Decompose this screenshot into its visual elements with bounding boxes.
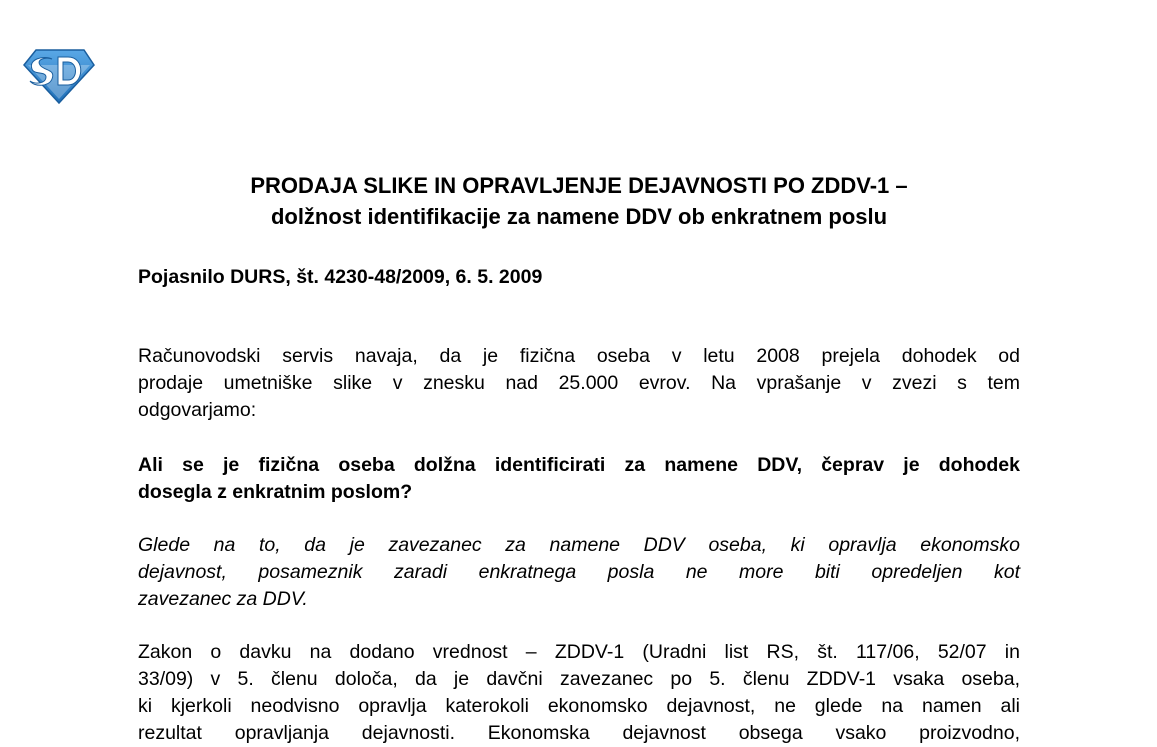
answer-paragraph [138, 532, 1020, 613]
question-paragraph [138, 452, 1020, 506]
paragraph-line: dejavnost, posameznik zaradi enkratnega posla ne more biti opredeljen kot [138, 561, 1020, 583]
law-paragraph [138, 639, 1020, 747]
company-logo [22, 47, 96, 105]
paragraph-line: Zakon o davku na dodano vrednost – ZDDV-1 (Uradni list RS, št. 117/06, 52/07 in [138, 641, 1020, 663]
paragraph-line: dosegla z enkratnim poslom? [138, 481, 413, 503]
paragraph-line: rezultat opravljanja dejavnosti. Ekonomska dejavnost obsega vsako proizvodno, [138, 722, 1020, 744]
shield-logo-icon [22, 47, 96, 105]
paragraph-line: Glede na to, da je zavezanec za namene DDV oseba, ki opravlja ekonomsko [138, 534, 1020, 556]
paragraph-line: zavezanec za DDV. [138, 588, 308, 610]
document-subtitle: Pojasnilo DURS, št. 4230-48/2009, 6. 5. 2009 [138, 266, 543, 288]
paragraph-line: odgovarjamo: [138, 399, 257, 421]
document-title-line-2: dolžnost identifikacije za namene DDV ob enkratnem poslu [270, 204, 888, 229]
paragraph-line: 33/09) v 5. členu določa, da je davčni zavezanec po 5. členu ZDDV-1 vsaka oseba, [138, 668, 1020, 690]
paragraph-line: Ali se je fizična oseba dolžna identificirati za namene DDV, čeprav je dohodek [138, 454, 1020, 476]
intro-paragraph [138, 343, 1020, 424]
document-title-line-1: PRODAJA SLIKE IN OPRAVLJENJE DEJAVNOSTI PO ZDDV-1 – [250, 173, 908, 198]
paragraph-line: ki kjerkoli neodvisno opravlja katerokoli ekonomsko dejavnost, ne glede na namen ali [138, 695, 1020, 717]
paragraph-line: Računovodski servis navaja, da je fizična oseba v letu 2008 prejela dohodek od [138, 345, 1020, 367]
paragraph-line: prodaje umetniške slike v znesku nad 25.000 evrov. Na vprašanje v zvezi s tem [138, 372, 1020, 394]
